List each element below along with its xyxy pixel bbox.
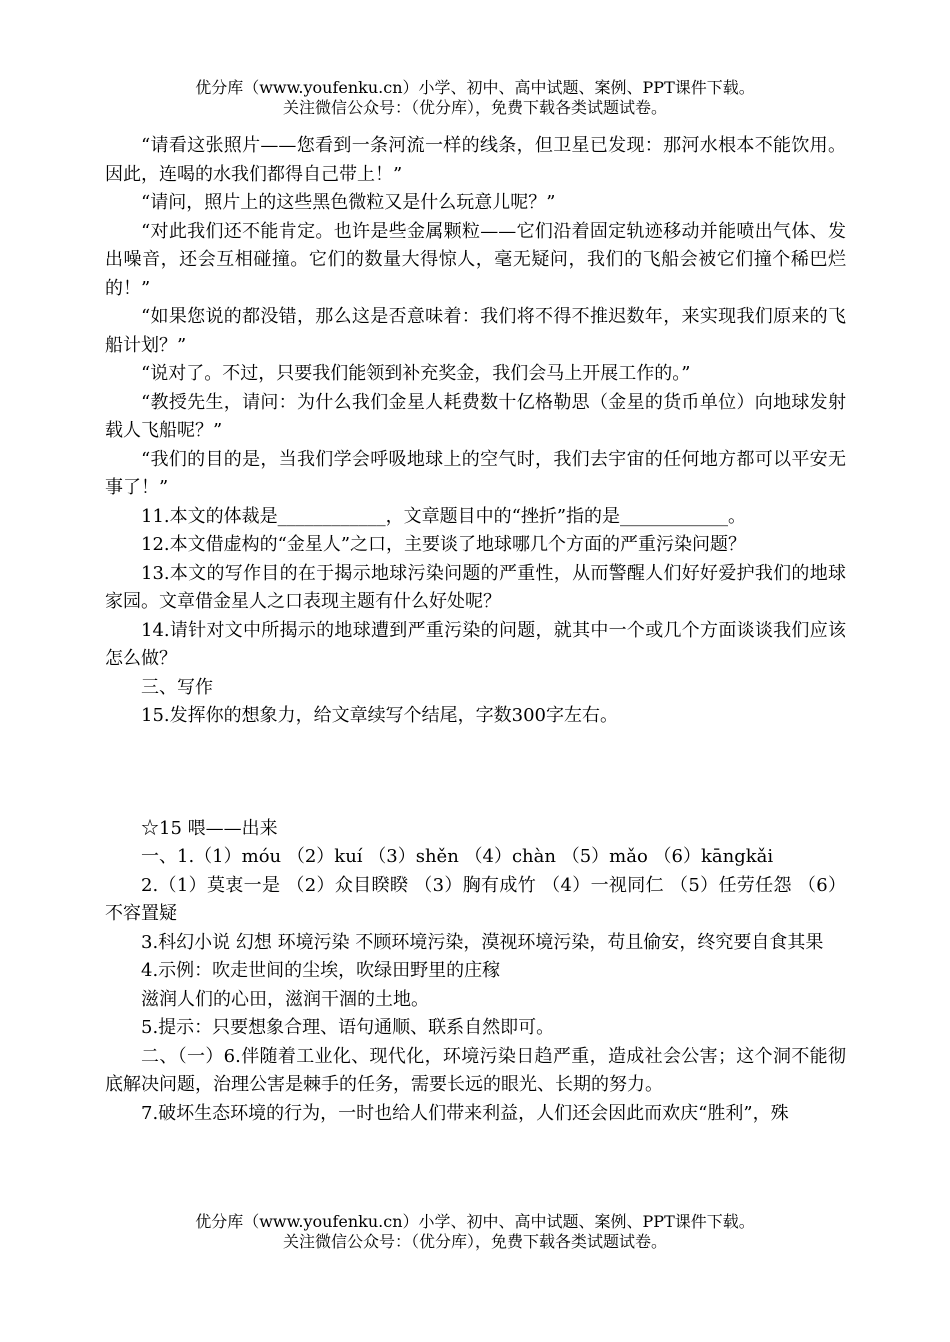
answer-item: 滋润人们的心田，滋润干涸的土地。 bbox=[141, 988, 429, 1010]
story-paragraph: “对此我们还不能肯定。也许是些金属颗粒——它们沿着固定轨迹移动并能喷出气体、发出噪音，还会互相碰撞。它们的数量大得惊人，毫无疑问，我们的飞船会被它们撞个稀巴烂的！” bbox=[105, 220, 846, 299]
story-paragraph: “请看这张照片——您看到一条河流一样的线条，但卫星已发现：那河水根本不能饮用。因此，连喝的水我们都得自己带上！” bbox=[105, 135, 846, 185]
answer-item: 2.（1）莫衷一是 （2）众目睽睽 （3）胸有成竹 （4）一视同仁 （5）任劳任怨 （6）不容置疑 bbox=[105, 874, 846, 924]
answer-item: 5.提示：只要想象合理、语句通顺、联系自然即可。 bbox=[141, 1017, 555, 1038]
story-paragraph: “如果您说的都没错，那么这是否意味着：我们将不得不推迟数年，来实现我们原来的飞船计划？” bbox=[105, 306, 846, 356]
page-header bbox=[0, 78, 950, 118]
story-paragraph: “教授先生，请问：为什么我们金星人耗费数十亿格勒思（金星的货币单位）向地球发射载人飞船呢？” bbox=[105, 391, 846, 441]
header-line-2: 关注微信公众号：（优分库），免费下载各类试题试卷。 bbox=[282, 98, 667, 117]
section-heading-writing: 三、写作 bbox=[141, 676, 213, 698]
header-line-1: 优分库（www.youfenku.cn）小学、初中、高中试题、案例、PPT课件下载。 bbox=[195, 78, 755, 97]
page-footer bbox=[0, 1212, 950, 1252]
answer-item: 一、1.（1）móu （2）kuí （3）shěn （4）chàn （5）mǎo （6）kāngkǎi bbox=[141, 846, 774, 867]
answer-item: 4.示例：吹走世间的尘埃，吹绿田野里的庄稼 bbox=[141, 960, 501, 981]
answer-item: 二、（一）6.伴随着工业化、现代化，环境污染日趋严重，造成社会公害；这个洞不能彻底解决问题，治理公害是棘手的任务，需要长远的眼光、长期的努力。 bbox=[105, 1045, 846, 1095]
document-body bbox=[105, 132, 846, 1128]
story-paragraph: “我们的目的是，当我们学会呼吸地球上的空气时，我们去宇宙的任何地方都可以平安无事了！” bbox=[105, 448, 846, 498]
question-12: 12.本文借虚构的“金星人”之口，主要谈了地球哪几个方面的严重污染问题？ bbox=[141, 534, 747, 555]
answer-title: ☆15 喂——出来 bbox=[141, 817, 278, 839]
story-paragraph: “说对了。不过，只要我们能领到补充奖金，我们会马上开展工作的。” bbox=[141, 363, 691, 384]
section-spacer bbox=[105, 731, 846, 815]
answer-item: 3.科幻小说 幻想 环境污染 不顾环境污染，漠视环境污染，苟且偷安，终究要自食其果 bbox=[141, 931, 824, 953]
question-11: 11.本文的体裁是____________，文章题目中的“挫折”指的是____________。 bbox=[141, 505, 747, 527]
story-paragraph: “请问，照片上的这些黑色微粒又是什么玩意儿呢？” bbox=[141, 192, 556, 213]
question-15: 15.发挥你的想象力，给文章续写个结尾，字数300字左右。 bbox=[141, 705, 618, 726]
footer-line-1: 优分库（www.youfenku.cn）小学、初中、高中试题、案例、PPT课件下载。 bbox=[195, 1212, 755, 1231]
question-13: 13.本文的写作目的在于揭示地球污染问题的严重性，从而警醒人们好好爱护我们的地球家园。文章借金星人之口表现主题有什么好处呢？ bbox=[105, 562, 846, 612]
footer-line-2: 关注微信公众号：（优分库），免费下载各类试题试卷。 bbox=[282, 1232, 667, 1251]
question-14: 14.请针对文中所揭示的地球遭到严重污染的问题，就其中一个或几个方面谈谈我们应该怎么做？ bbox=[105, 619, 846, 669]
answer-item: 7.破坏生态环境的行为，一时也给人们带来利益，人们还会因此而欢庆“胜利”，殊 bbox=[141, 1102, 789, 1124]
